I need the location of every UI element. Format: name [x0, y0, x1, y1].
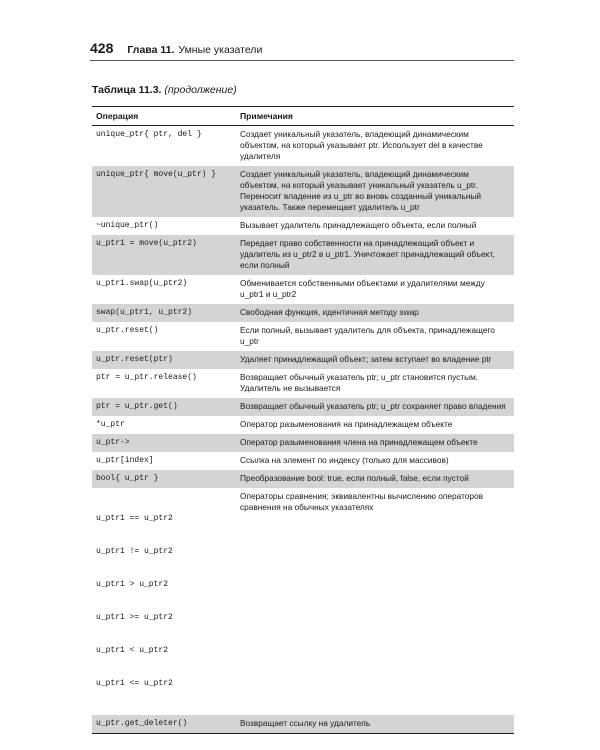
chapter-title: Умные указатели: [178, 44, 263, 56]
page-header: [90, 40, 514, 61]
operation-cell: *u_ptr: [96, 420, 125, 429]
table-row: [92, 126, 514, 167]
operations-table: [92, 106, 514, 734]
operation-cell: u_ptr.reset(): [96, 326, 159, 335]
note-cell: Передает право собственности на принадлежащий объект и удалитель из u_ptr2 в u_ptr1. Уничтожает принадлежащий объект, если полный: [230, 235, 514, 275]
note-cell: Ссылка на элемент по индексу (только для массивов): [240, 455, 449, 465]
comparison-operator: u_ptr1 <= u_ptr2: [96, 679, 173, 688]
operation-cell: ptr = u_ptr.get(): [92, 398, 230, 416]
note-cell: Создает уникальный указатель, владеющий динамическим объектом, на который указывает уникальный указатель u_ptr. Переносит владение из u_ptr во вновь созданный уникальный указатель. Также перемещает удалитель u_ptr: [230, 166, 514, 217]
operation-cell: u_ptr->: [92, 434, 230, 452]
note-cell: Создает уникальный указатель, владеющий динамическим объектом, на который указывает ptr. Использует del в качестве удалителя: [240, 129, 483, 161]
note-cell: Возвращает обычный указатель ptr; u_ptr становится пустым. Удалитель не вызывается: [240, 372, 479, 393]
table-row: [92, 470, 514, 488]
note-cell: Оператор разыменования на принадлежащем объекте: [240, 419, 453, 429]
note-cell: Удаляет принадлежащий объект; затем вступает во владение ptr: [230, 351, 514, 369]
table-row: [92, 166, 514, 217]
operation-cell: ~unique_ptr(): [96, 221, 159, 230]
table-row: [92, 322, 514, 351]
comparison-operator: u_ptr1 != u_ptr2: [96, 547, 173, 556]
note-cell: Вызывает удалитель принадлежащего объекта, если полный: [240, 220, 477, 230]
note-cell: Возвращает ссылку на удалитель: [230, 715, 514, 734]
comparison-operator: u_ptr1 == u_ptr2: [96, 514, 173, 523]
table-header-row: [92, 107, 514, 126]
note-cell: Преобразование bool: true, если полный, false, если пустой: [230, 470, 514, 488]
table-row: [92, 351, 514, 369]
table-row: [92, 715, 514, 734]
operation-cell: u_ptr1 = move(u_ptr2): [92, 235, 230, 275]
operation-cell: unique_ptr{ ptr, del }: [96, 130, 202, 139]
note-cell: Свободная функция, идентичная методу swap: [230, 304, 514, 322]
operation-cell: bool{ u_ptr }: [92, 470, 230, 488]
table-row: [92, 488, 514, 715]
page-number: 428: [90, 40, 114, 56]
comparison-operator: u_ptr1 >= u_ptr2: [96, 613, 173, 622]
operation-cell: u_ptr1.swap(u_ptr2): [96, 279, 188, 288]
operation-cell: u_ptr[index]: [96, 456, 154, 465]
operation-cell: u_ptr.reset(ptr): [92, 351, 230, 369]
table-row: [92, 398, 514, 416]
comparison-operator: u_ptr1 < u_ptr2: [96, 646, 169, 655]
comparison-operator: u_ptr1 > u_ptr2: [96, 580, 169, 589]
note-cell: Возвращает обычный указатель ptr; u_ptr сохраняет право владения: [230, 398, 514, 416]
operation-cell: ptr = u_ptr.release(): [96, 373, 197, 382]
table-title-label: Таблица 11.3.: [92, 84, 162, 96]
table-row: [92, 452, 514, 470]
chapter-label: Глава 11.: [127, 44, 175, 56]
column-header-notes: Примечания: [230, 107, 514, 126]
note-cell: Обменивается собственными объектами и удалителями между u_ptr1 и u_ptr2: [240, 278, 485, 299]
note-cell: Оператор разыменования члена на принадлежащем объекте: [230, 434, 514, 452]
operation-cell: unique_ptr{ move(u_ptr) }: [92, 166, 230, 217]
operation-cell-comparisons: [92, 488, 230, 715]
table-row: [92, 416, 514, 434]
table-row: [92, 235, 514, 275]
operation-cell: swap(u_ptr1, u_ptr2): [92, 304, 230, 322]
table-row: [92, 275, 514, 304]
note-cell: Операторы сравнения; эквивалентны вычислению операторов сравнения на обычных указателях: [240, 491, 484, 512]
column-header-operation: Операция: [92, 107, 230, 126]
table-title: [92, 84, 237, 96]
operation-cell: u_ptr.get_deleter(): [92, 715, 230, 734]
table-row: [92, 304, 514, 322]
table-title-suffix: (продолжение): [164, 84, 237, 96]
note-cell: Если полный, вызывает удалитель для объекта, принадлежащего u_ptr: [240, 325, 495, 346]
table-row: [92, 434, 514, 452]
table-row: [92, 369, 514, 398]
table-row: [92, 217, 514, 235]
